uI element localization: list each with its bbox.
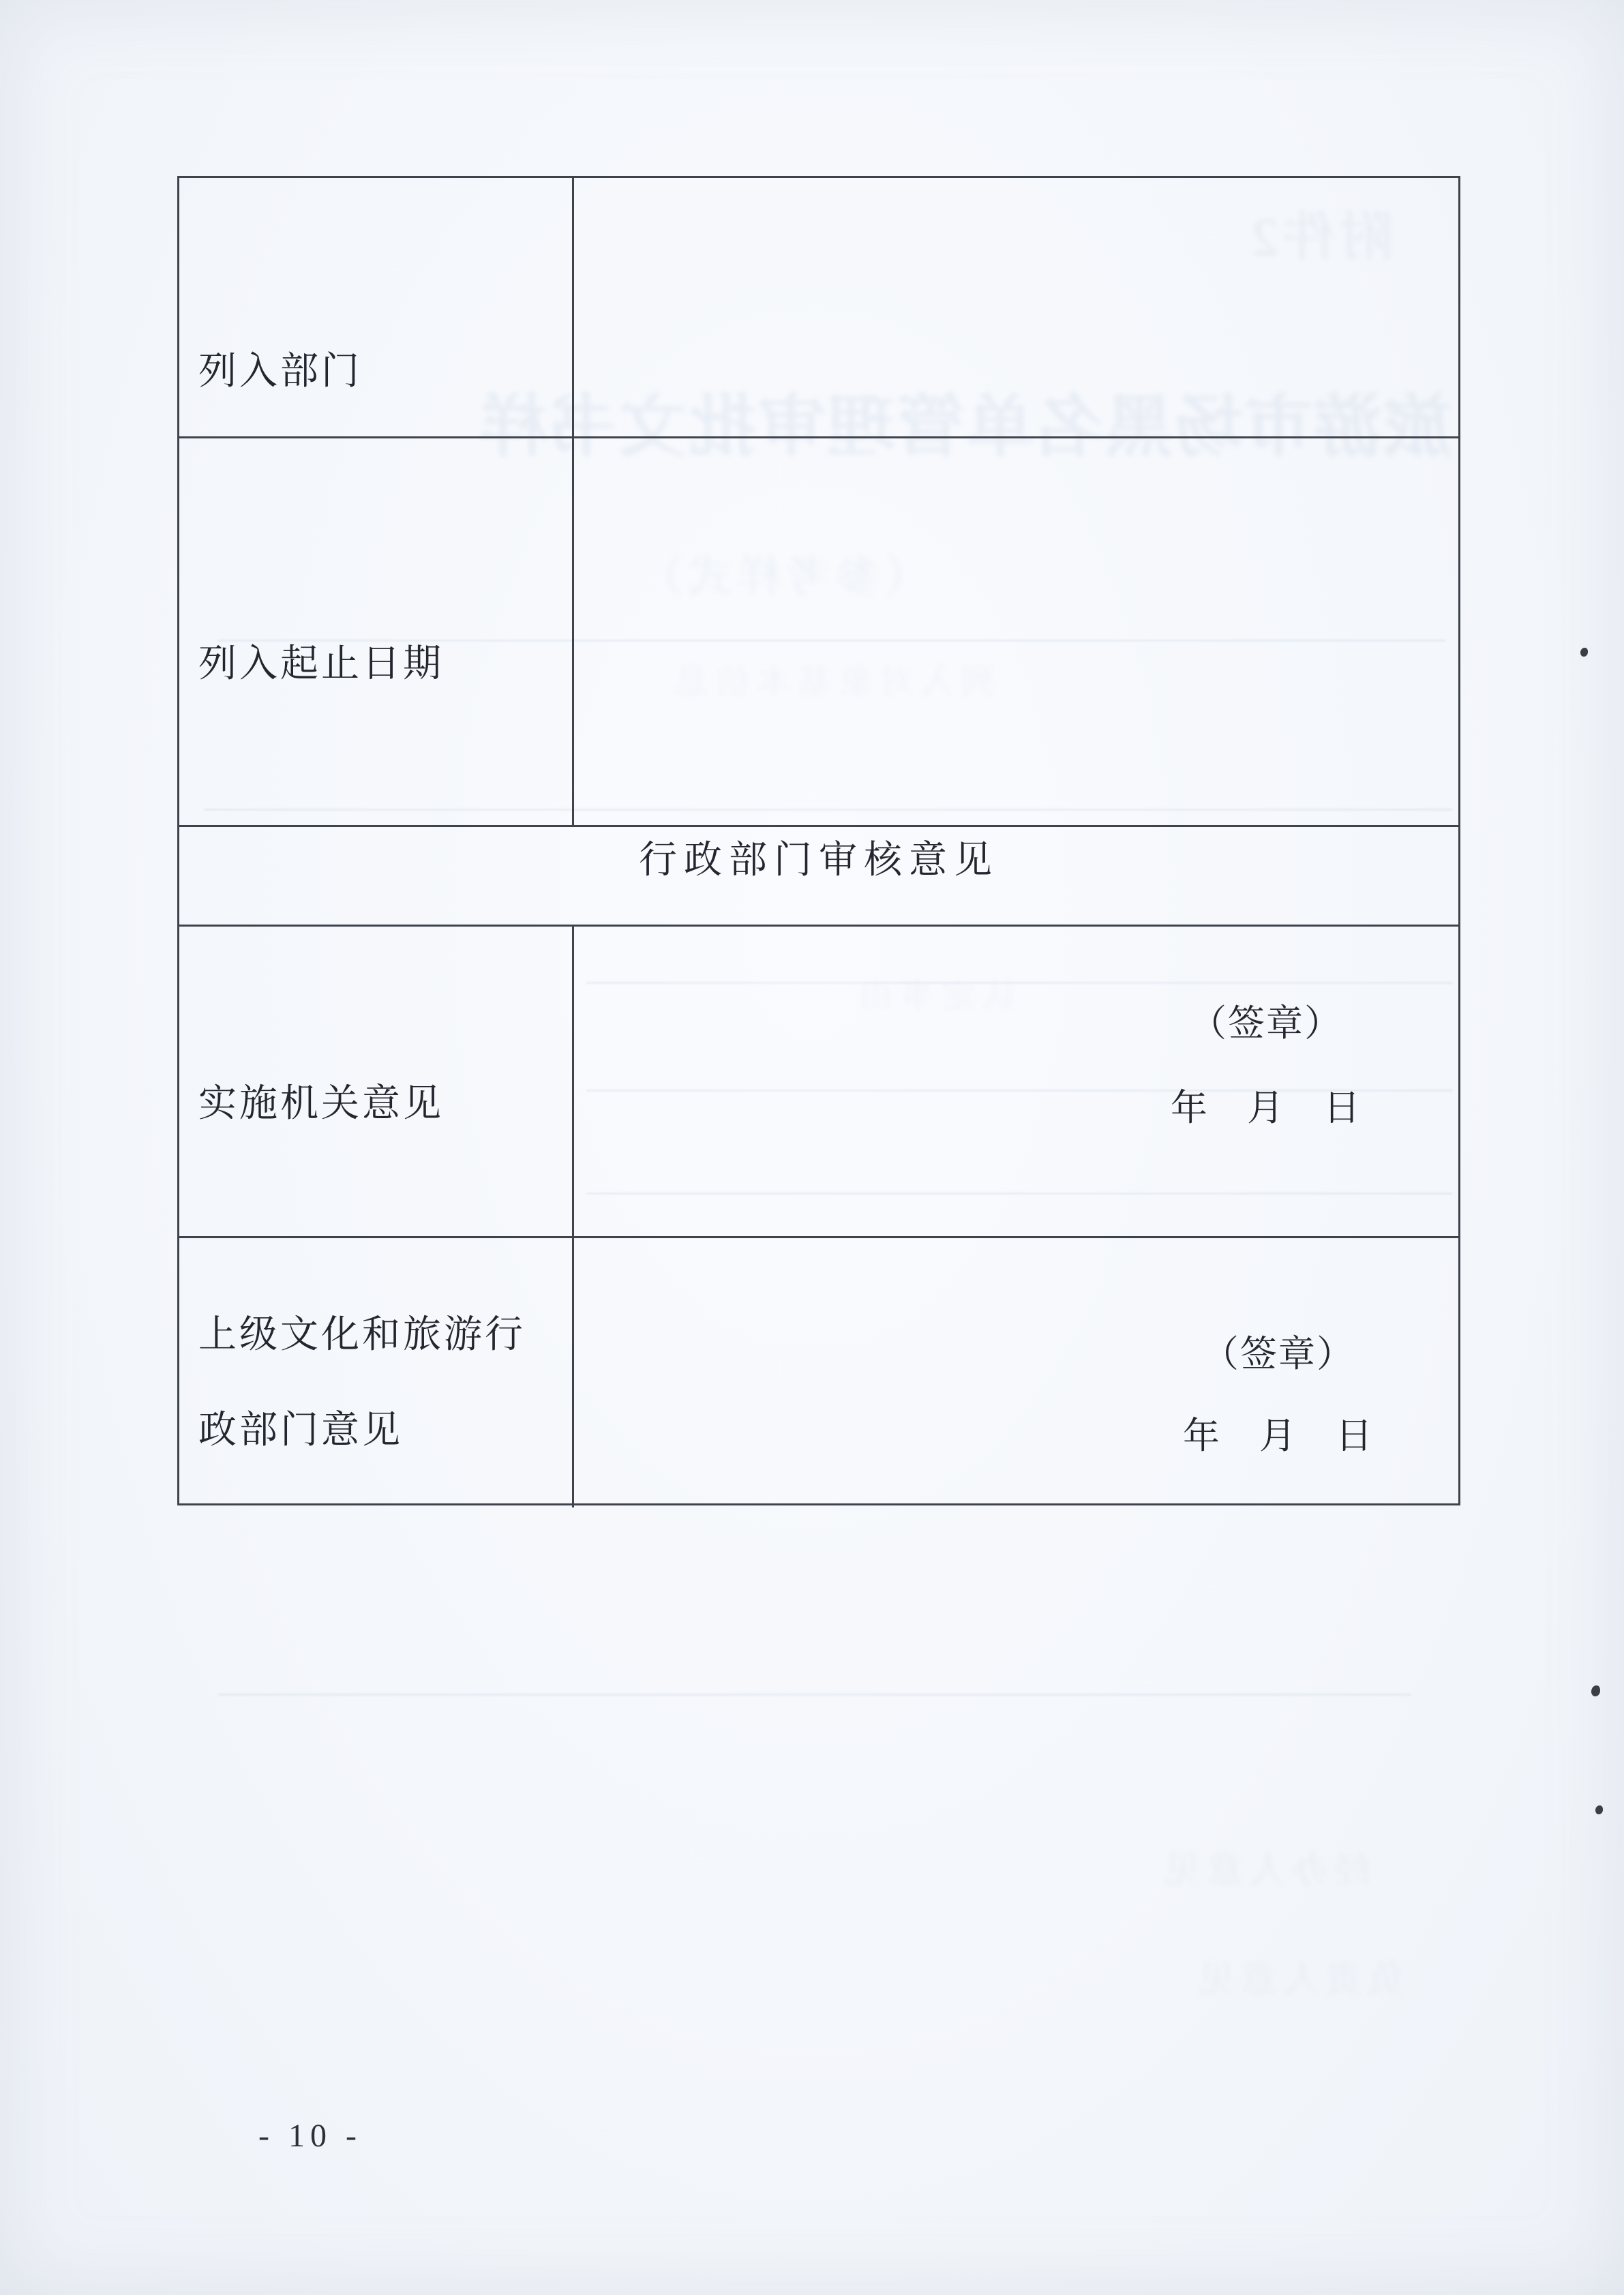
cell-label-listing-department [179,178,572,436]
cell-value-listing-department [572,178,1458,436]
bleedthrough-title: 旅游市场黑名单管理审批文书样 [478,389,1452,465]
cell-label-superior-department-opinion [179,1236,572,1508]
cell-label-listing-period [179,436,572,825]
page-number: - 10 - [258,2118,362,2154]
bleedthrough-rule [218,1694,1411,1696]
cell-value-listing-period [572,436,1458,825]
label-implementing-authority-opinion: 实施机关意见 [198,1083,444,1125]
signature-date-placeholder: 年 月 日 [1171,1088,1362,1128]
label-listing-department: 列入部门 [198,350,362,393]
section-header-review-opinions: 行政部门审核意见 [639,839,999,882]
signature-seal-placeholder: （签章） [1202,1334,1355,1375]
cell-label-implementing-authority-opinion [179,925,572,1236]
form-table [177,176,1460,1505]
signature-seal-placeholder: （签章） [1190,1003,1342,1044]
section-header-cell [179,825,1458,925]
signature-block-implementing-authority [1130,1003,1402,1128]
signature-block-superior-department [1142,1334,1415,1456]
label-superior-department-opinion: 上级文化和旅游行政部门意见 [198,1314,526,1452]
bleedthrough-text-line: 经办人意见 [1159,1850,1370,1891]
bleedthrough-text-line: 负责人意见 [1193,1959,1404,2000]
bleedthrough-attachment-label: 附件2 [1248,207,1394,267]
bleedthrough-text-line: 认定事由 [852,976,1016,1015]
signature-date-placeholder: 年 月 日 [1183,1415,1374,1456]
bleedthrough-text-line: 列入对象基本信息 [668,663,995,701]
bleedthrough-subtitle: （参考样式） [634,553,929,601]
cell-value-superior-department-opinion [572,1236,1458,1508]
scan-speck [1595,1805,1603,1814]
scan-speck [1580,648,1588,657]
scan-speck [1591,1685,1600,1696]
cell-value-implementing-authority-opinion [572,925,1458,1236]
label-listing-period: 列入起止日期 [198,643,444,685]
